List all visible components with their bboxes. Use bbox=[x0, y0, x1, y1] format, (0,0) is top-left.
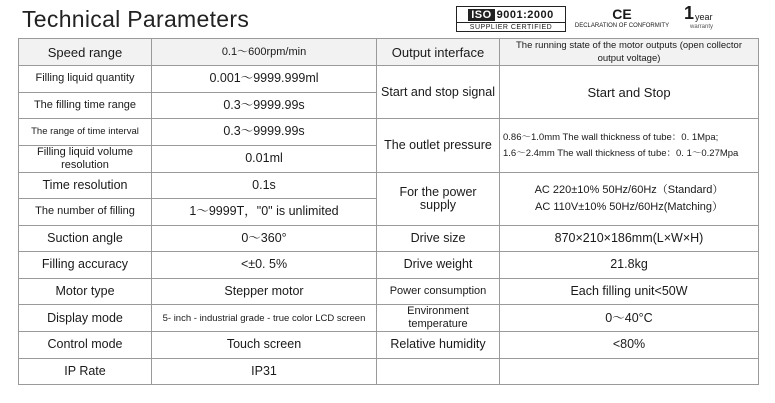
param-value: <±0. 5% bbox=[152, 252, 377, 279]
warranty-badge bbox=[682, 4, 722, 34]
param-value: IP31 bbox=[152, 358, 377, 385]
table-row bbox=[19, 305, 759, 332]
table-row bbox=[19, 358, 759, 385]
iso-certification-badge bbox=[456, 6, 566, 32]
warranty-number: 1 bbox=[684, 3, 695, 23]
param-label: Suction angle bbox=[19, 225, 152, 252]
param-value: 0.01ml bbox=[152, 145, 377, 172]
param-label: The number of filling bbox=[19, 199, 152, 226]
warranty-year-word: year bbox=[695, 12, 713, 22]
param-label: Start and stop signal bbox=[377, 66, 500, 119]
power-supply-line: AC 110V±10% 50Hz/60Hz(Matching） bbox=[534, 200, 724, 213]
param-label: For the power supply bbox=[377, 172, 500, 225]
param-value: 0～360° bbox=[152, 225, 377, 252]
param-value: 0～40°C bbox=[500, 305, 759, 332]
param-value: 0.1s bbox=[152, 172, 377, 199]
param-value: 5- inch - industrial grade - true color LCD screen bbox=[152, 305, 377, 332]
param-label: Time resolution bbox=[19, 172, 152, 199]
iso-subtitle: SUPPLIER CERTIFIED bbox=[469, 24, 553, 31]
param-value: The running state of the motor outputs (open collector output voltage) bbox=[500, 39, 759, 66]
ce-declaration-text: DECLARATION OF CONFORMITY bbox=[574, 23, 670, 29]
param-value: 0.3～9999.99s bbox=[152, 92, 377, 119]
empty-cell bbox=[377, 358, 500, 385]
param-label: Filling liquid quantity bbox=[19, 66, 152, 93]
page-title: Technical Parameters bbox=[22, 6, 250, 32]
table-row bbox=[19, 119, 759, 146]
param-value: 21.8kg bbox=[500, 252, 759, 279]
ce-conformity-badge bbox=[572, 6, 672, 32]
param-label: Output interface bbox=[377, 39, 500, 66]
param-value: Start and Stop bbox=[500, 66, 759, 119]
iso-number: 9001:2000 bbox=[496, 8, 554, 21]
technical-parameters-table bbox=[18, 38, 759, 385]
param-label: Speed range bbox=[19, 39, 152, 66]
table-row bbox=[19, 225, 759, 252]
outlet-pressure-line: 0.86～1.0mm The wall thickness of tube：0. 1Mpa; bbox=[503, 131, 719, 143]
param-label: The outlet pressure bbox=[377, 119, 500, 173]
param-value: Touch screen bbox=[152, 332, 377, 359]
param-label: Motor type bbox=[19, 278, 152, 305]
param-value: Stepper motor bbox=[152, 278, 377, 305]
param-value: 0.001～9999.999ml bbox=[152, 66, 377, 93]
param-value: 0.3～9999.99s bbox=[152, 119, 377, 146]
param-value: 1～9999T，"0" is unlimited bbox=[152, 199, 377, 226]
param-label: Drive size bbox=[377, 225, 500, 252]
table-row bbox=[19, 278, 759, 305]
empty-cell bbox=[500, 358, 759, 385]
table-row bbox=[19, 332, 759, 359]
table-row bbox=[19, 172, 759, 199]
param-value bbox=[500, 172, 759, 225]
param-label: Filling accuracy bbox=[19, 252, 152, 279]
ce-mark-icon: CE bbox=[612, 6, 632, 22]
param-label: The range of time interval bbox=[19, 119, 152, 146]
param-label: Filling liquid volume resolution bbox=[19, 145, 152, 172]
param-label: Relative humidity bbox=[377, 332, 500, 359]
param-label: The filling time range bbox=[19, 92, 152, 119]
power-supply-line: AC 220±10% 50Hz/60Hz（Standard） bbox=[534, 183, 724, 196]
iso-badge-main bbox=[457, 7, 565, 23]
table-row bbox=[19, 66, 759, 93]
param-label: Power consumption bbox=[377, 278, 500, 305]
table-row bbox=[19, 252, 759, 279]
table-row bbox=[19, 39, 759, 66]
outlet-pressure-line: 1.6～2.4mm The wall thickness of tube：0. 1～0.27Mpa bbox=[503, 147, 739, 159]
param-value: 870×210×186mm(L×W×H) bbox=[500, 225, 759, 252]
param-label: Control mode bbox=[19, 332, 152, 359]
page-header bbox=[0, 0, 775, 38]
param-label: Display mode bbox=[19, 305, 152, 332]
iso-word: ISO bbox=[468, 9, 494, 21]
param-value: Each filling unit<50W bbox=[500, 278, 759, 305]
param-label: Drive weight bbox=[377, 252, 500, 279]
param-label: Environment temperature bbox=[377, 305, 500, 332]
param-label: IP Rate bbox=[19, 358, 152, 385]
param-value bbox=[500, 119, 759, 173]
param-value: 0.1～600rpm/min bbox=[152, 39, 377, 66]
param-value: <80% bbox=[500, 332, 759, 359]
warranty-subtitle: warranty bbox=[690, 24, 714, 30]
